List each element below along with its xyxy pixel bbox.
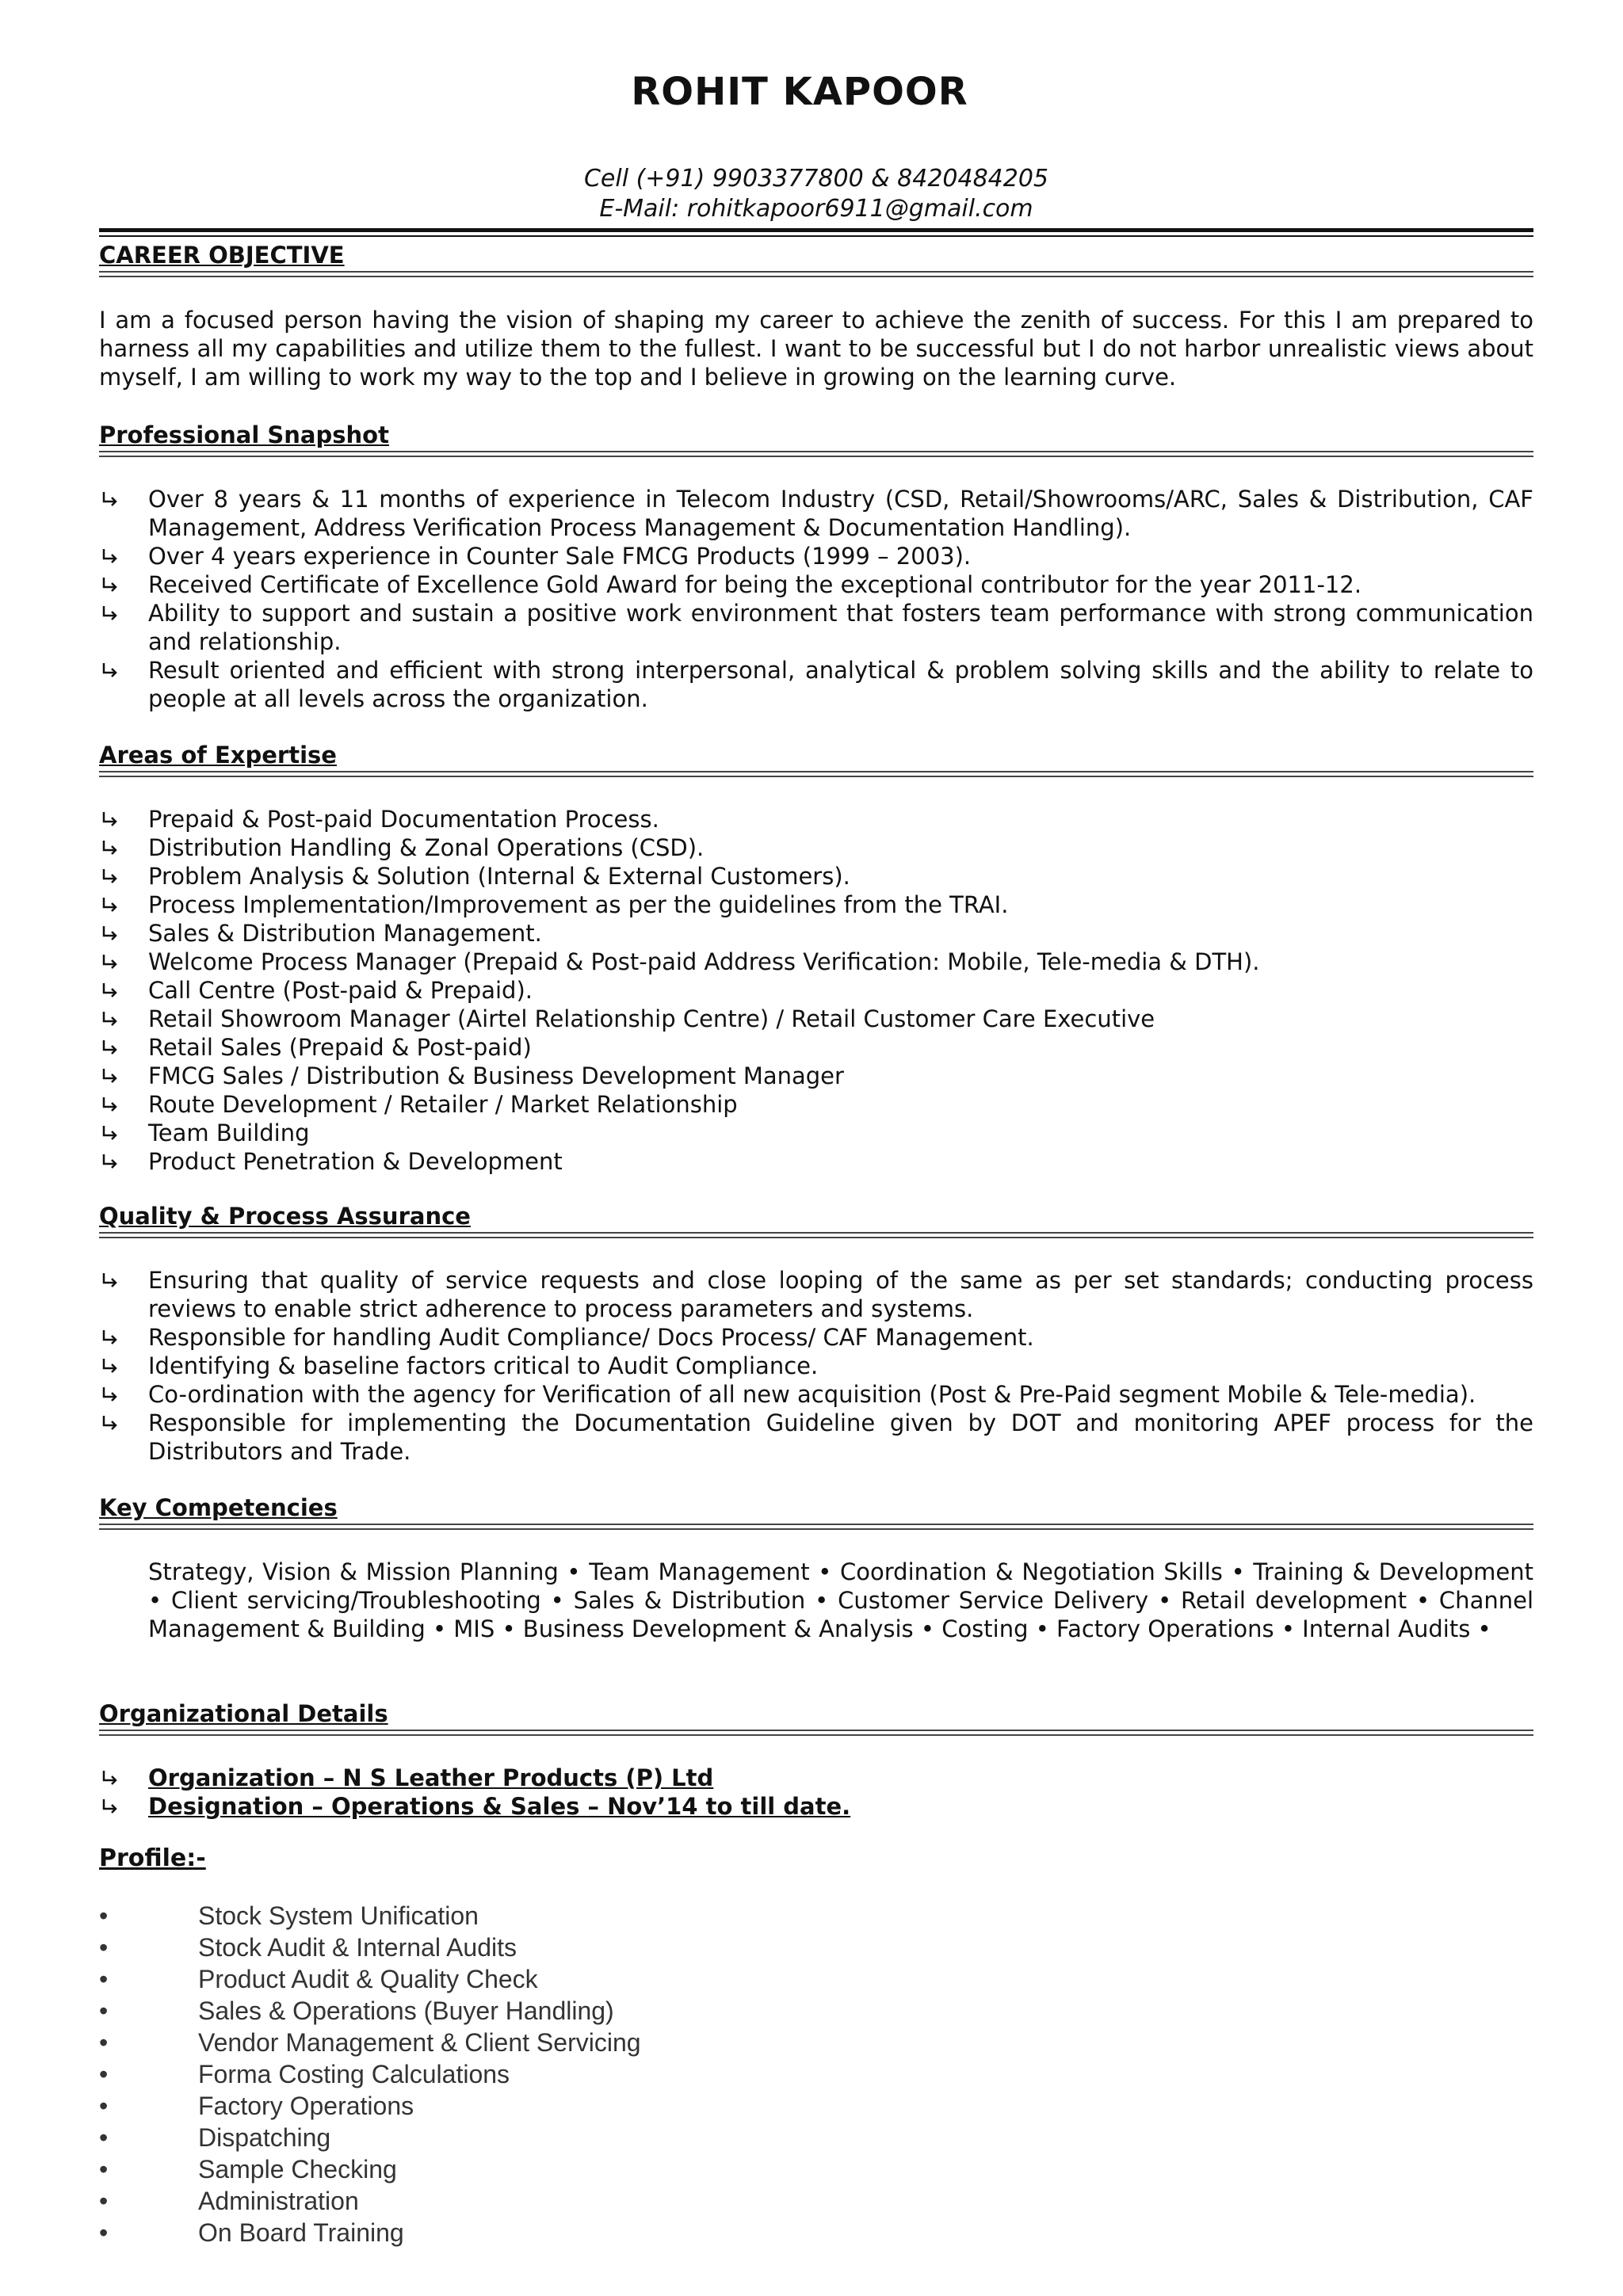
list-item: Ability to support and sustain a positive work environment that fosters team performance with strong communication and relationship. [99, 599, 1533, 656]
list-item: • Forma Costing Calculations [99, 2060, 510, 2088]
list-item: Responsible for implementing the Documentation Guideline given by DOT and monitoring APEF process for the Distributors and Trade. [99, 1409, 1533, 1466]
list-item: Route Development / Retailer / Market Relationship [99, 1090, 1533, 1119]
section-rule [99, 271, 1533, 273]
email-line: E-Mail: rohitkapoor6911@gmail.com [599, 195, 1033, 223]
key-competencies-heading: Key Competencies [99, 1494, 338, 1521]
arrow-bullet-icon [99, 485, 123, 513]
section-rule [99, 1524, 1533, 1525]
bullet: • [99, 2123, 109, 2152]
list-item: Retail Sales (Prepaid & Post-paid) [99, 1033, 1533, 1062]
section-rule [99, 1730, 1533, 1731]
arrow-bullet-icon [99, 570, 123, 599]
list-item: • On Board Training [99, 2218, 404, 2247]
arrow-bullet-icon [99, 1323, 123, 1352]
list-item: • Sample Checking [99, 2155, 397, 2183]
section-rule [99, 451, 1533, 452]
list-item: Team Building [99, 1119, 1533, 1147]
list-item: Problem Analysis & Solution (Internal & External Customers). [99, 862, 1533, 891]
list-item: Sales & Distribution Management. [99, 919, 1533, 948]
bullet: • [99, 2028, 109, 2057]
list-item: Process Implementation/Improvement as per the guidelines from the TRAI. [99, 891, 1533, 919]
career-objective-heading: CAREER OBJECTIVE [99, 242, 345, 269]
quality-assurance-heading: Quality & Process Assurance [99, 1203, 471, 1230]
list-item: Identifying & baseline factors critical to Audit Compliance. [99, 1352, 1533, 1380]
arrow-bullet-icon [99, 1062, 123, 1090]
profile-heading: Profile:- [99, 1844, 206, 1872]
arrow-bullet-icon [99, 891, 123, 919]
key-competencies-text: Strategy, Vision & Mission Planning • Team Management • Coordination & Negotiation Skills • Training & Development • Client servicing/Troubleshooting • Sales & Distribution • Customer Service Delivery • Retail development • Channel Management & Building • MIS • Business Development & Analysis • Costing • Factory Operations • Internal Audits • [148, 1558, 1533, 1642]
arrow-bullet-icon [99, 1792, 123, 1821]
areas-of-expertise-heading: Areas of Expertise [99, 742, 337, 769]
bullet: • [99, 2218, 109, 2247]
arrow-bullet-icon [99, 599, 123, 627]
arrow-bullet-icon [99, 1119, 123, 1147]
professional-snapshot-list [99, 485, 1533, 713]
bullet: • [99, 1901, 109, 1930]
list-item: • Stock Audit & Internal Audits [99, 1933, 517, 1962]
career-objective-text: I am a focused person having the vision of shaping my career to achieve the zenith of success. For this I am prepared to harness all my capabilities and utilize them to the fullest. I want to be successful but I do not harbor unrealistic views about myself, I am willing to work my way to the top and I believe in growing on the learning curve. [99, 307, 1533, 391]
bullet: • [99, 2060, 109, 2088]
organization-line: Organization – N S Leather Products (P) Ltd [99, 1764, 1533, 1792]
arrow-bullet-icon [99, 919, 123, 948]
list-item: • Factory Operations [99, 2092, 414, 2120]
section-rule [99, 456, 1533, 457]
arrow-bullet-icon [99, 1147, 123, 1176]
profile-list [99, 1900, 1050, 2248]
list-item: Prepaid & Post-paid Documentation Process. [99, 805, 1533, 833]
arrow-bullet-icon [99, 805, 123, 833]
quality-assurance-list [99, 1266, 1533, 1466]
list-item: Result oriented and efficient with strong interpersonal, analytical & problem solving skills and the ability to relate to people at all levels across the organization. [99, 656, 1533, 713]
list-item: Ensuring that quality of service requests and close looping of the same as per set standards; conducting process reviews to enable strict adherence to process parameters and systems. [99, 1266, 1533, 1323]
arrow-bullet-icon [99, 1764, 123, 1792]
section-rule [99, 776, 1533, 777]
areas-of-expertise-list [99, 805, 1533, 1176]
section-rule [99, 1528, 1533, 1530]
section-rule [99, 1237, 1533, 1238]
list-item: • Dispatching [99, 2123, 331, 2152]
arrow-bullet-icon [99, 1033, 123, 1062]
header-rule-thick [99, 228, 1533, 232]
section-rule [99, 1232, 1533, 1234]
list-item: Product Penetration & Development [99, 1147, 1533, 1176]
bullet: • [99, 1997, 109, 2025]
list-item: FMCG Sales / Distribution & Business Development Manager [99, 1062, 1533, 1090]
list-item: Distribution Handling & Zonal Operations (CSD). [99, 833, 1533, 862]
arrow-bullet-icon [99, 656, 123, 685]
header-rule-thin [99, 235, 1533, 237]
arrow-bullet-icon [99, 1005, 123, 1033]
list-item: • Stock System Unification [99, 1901, 479, 1930]
list-item: Over 8 years & 11 months of experience in Telecom Industry (CSD, Retail/Showrooms/ARC, Sales & Distribution, CAF Management, Address Verification Process Management & Documentation Handling). [99, 485, 1533, 542]
organizational-details-list [99, 1764, 1533, 1821]
list-item: Call Centre (Post-paid & Prepaid). [99, 976, 1533, 1005]
arrow-bullet-icon [99, 1352, 123, 1380]
arrow-bullet-icon [99, 862, 123, 891]
list-item: Co-ordination with the agency for Verification of all new acquisition (Post & Pre-Paid segment Mobile & Tele-media). [99, 1380, 1533, 1409]
list-item: • Vendor Management & Client Servicing [99, 2028, 641, 2057]
arrow-bullet-icon [99, 1266, 123, 1295]
list-item: Responsible for handling Audit Compliance/ Docs Process/ CAF Management. [99, 1323, 1533, 1352]
arrow-bullet-icon [99, 1380, 123, 1409]
arrow-bullet-icon [99, 1090, 123, 1119]
list-item: • Administration [99, 2187, 359, 2215]
bullet: • [99, 2155, 109, 2183]
designation-line: Designation – Operations & Sales – Nov’14 to till date. [99, 1792, 1533, 1821]
list-item: • Product Audit & Quality Check [99, 1965, 538, 1993]
phone-line: Cell (+91) 9903377800 & 8420484205 [583, 165, 1049, 193]
section-rule [99, 1734, 1533, 1736]
list-item: Over 4 years experience in Counter Sale FMCG Products (1999 – 2003). [99, 542, 1533, 570]
arrow-bullet-icon [99, 1409, 123, 1437]
list-item: Received Certificate of Excellence Gold Award for being the exceptional contributor for the year 2011-12. [99, 570, 1533, 599]
bullet: • [99, 1965, 109, 1993]
professional-snapshot-heading: Professional Snapshot [99, 421, 389, 448]
bullet: • [99, 2187, 109, 2215]
list-item: • Sales & Operations (Buyer Handling) [99, 1997, 614, 2025]
bullet: • [99, 2092, 109, 2120]
arrow-bullet-icon [99, 976, 123, 1005]
arrow-bullet-icon [99, 948, 123, 976]
organizational-details-heading: Organizational Details [99, 1700, 388, 1727]
section-rule [99, 276, 1533, 277]
list-item: Welcome Process Manager (Prepaid & Post-paid Address Verification: Mobile, Tele-media & DTH). [99, 948, 1533, 976]
section-rule [99, 771, 1533, 772]
arrow-bullet-icon [99, 833, 123, 862]
arrow-bullet-icon [99, 542, 123, 570]
list-item: Retail Showroom Manager (Airtel Relationship Centre) / Retail Customer Care Executive [99, 1005, 1533, 1033]
bullet: • [99, 1933, 109, 1962]
candidate-name: ROHIT KAPOOR [631, 70, 968, 114]
